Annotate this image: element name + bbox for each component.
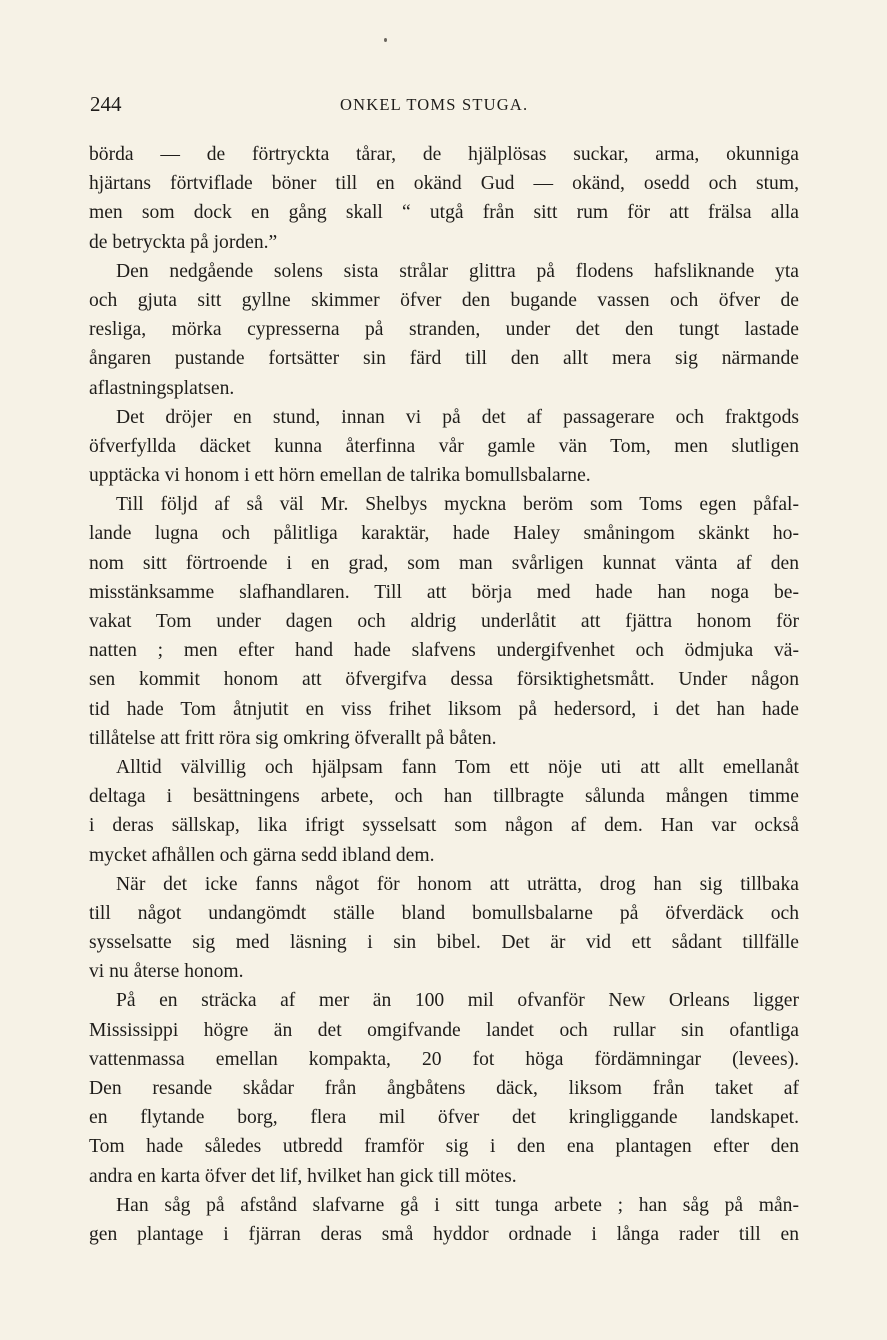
text-line: upptäcka vi honom i ett hörn emellan de talrika bomullsbalarne. (89, 465, 591, 487)
text-line: Den resande skådar från ångbåtens däck, liksom från taket af (89, 1078, 799, 1099)
text-line: vattenmassa emellan kompakta, 20 fot höga fördämningar (levees). (89, 1048, 799, 1070)
paragraph-first-line: Han såg på afstånd slafvarne gå i sitt tunga arbete ; han såg på mån- (116, 1194, 799, 1216)
paragraph-first-line: Det dröjer en stund, innan vi på det af passagerare och fraktgods (116, 406, 799, 428)
text-line: och gjuta sitt gyllne skimmer öfver den bugande vassen och öfver de (89, 289, 799, 311)
text-line: i deras sällskap, lika ifrigt sysselsatt som någon af dem. Han var också (89, 815, 799, 837)
body-text (89, 140, 799, 1249)
text-line: sysselsatte sig med läsning i sin bibel. Det är vid ett sådant tillfälle (89, 932, 799, 954)
text-line: nom sitt förtroende i en grad, som man svårligen kunnat vänta af den (89, 552, 799, 574)
text-line: tillåtelse att fritt röra sig omkring öfverallt på båten. (89, 727, 497, 749)
text-line: lande lugna och pålitliga karaktär, hade Haley småningom skänkt ho- (89, 523, 799, 545)
text-line: ångaren pustande fortsätter sin färd till den allt mera sig närmande (89, 348, 799, 370)
text-line: natten ; men efter hand hade slafvens undergifvenhet och ödmjuka vä- (89, 640, 799, 662)
running-title: ONKEL TOMS STUGA. (340, 95, 529, 114)
paragraph-first-line: På en sträcka af mer än 100 mil ofvanför New Orleans ligger (116, 990, 799, 1012)
text-line: men som dock en gång skall “ utgå från sitt rum för att frälsa alla (89, 202, 799, 224)
paragraph-first-line: Den nedgående solens sista strålar glittra på flodens hafsliknande yta (116, 260, 799, 282)
text-line: Tom hade således utbredd framför sig i den ena plantagen efter den (89, 1136, 799, 1158)
page-number: 244 (90, 92, 122, 116)
text-line: misstänksamme slafhandlaren. Till att börja med hade han noga be- (89, 581, 799, 603)
text-line: en flytande borg, flera mil öfver det kringliggande landskapet. (89, 1107, 799, 1129)
text-line: deltaga i besättningens arbete, och han tillbragte sålunda mången timme (89, 786, 799, 808)
print-speck (384, 38, 387, 42)
text-line: hjärtans förtviflade böner till en okänd Gud — okänd, osedd och stum, (89, 173, 799, 195)
text-line: vakat Tom under dagen och aldrig underlåtit att fjättra honom för (89, 611, 799, 632)
text-line: gen plantage i fjärran deras små hyddor ordnade i långa rader till en (89, 1223, 799, 1245)
text-line: till något undangömdt ställe bland bomullsbalarne på öfverdäck och (89, 902, 799, 924)
text-line: aflastningsplatsen. (89, 377, 235, 399)
paragraph-first-line: Alltid välvillig och hjälpsam fann Tom ett nöje uti att allt emellanåt (116, 756, 799, 778)
text-line: Mississippi högre än det omgifvande landet och rullar sin ofantliga (89, 1019, 799, 1041)
text-line: börda — de förtryckta tårar, de hjälplösas suckar, arma, okunniga (89, 144, 799, 165)
paragraph-first-line: När det icke fanns något för honom att uträtta, drog han sig tillbaka (116, 873, 799, 895)
text-line: mycket afhållen och gärna sedd ibland dem. (89, 844, 435, 866)
text-line: andra en karta öfver det lif, hvilket han gick till mötes. (89, 1165, 517, 1187)
page-header (90, 92, 800, 118)
text-line: vi nu återse honom. (89, 961, 244, 983)
text-line: de betryckta på jorden.” (89, 231, 278, 253)
text-line: tid hade Tom åtnjutit en viss frihet liksom på hedersord, i det han hade (89, 698, 799, 720)
text-line: sen kommit honom att öfvergifva dessa försiktighetsmått. Under någon (89, 669, 799, 691)
text-line: öfverfyllda däcket kunna återfinna vår gamle vän Tom, men slutligen (89, 435, 799, 457)
paragraph-first-line: Till följd af så väl Mr. Shelbys myckna beröm som Toms egen påfal- (116, 494, 799, 516)
text-line: resliga, mörka cypresserna på stranden, under det den tungt lastade (89, 319, 799, 341)
